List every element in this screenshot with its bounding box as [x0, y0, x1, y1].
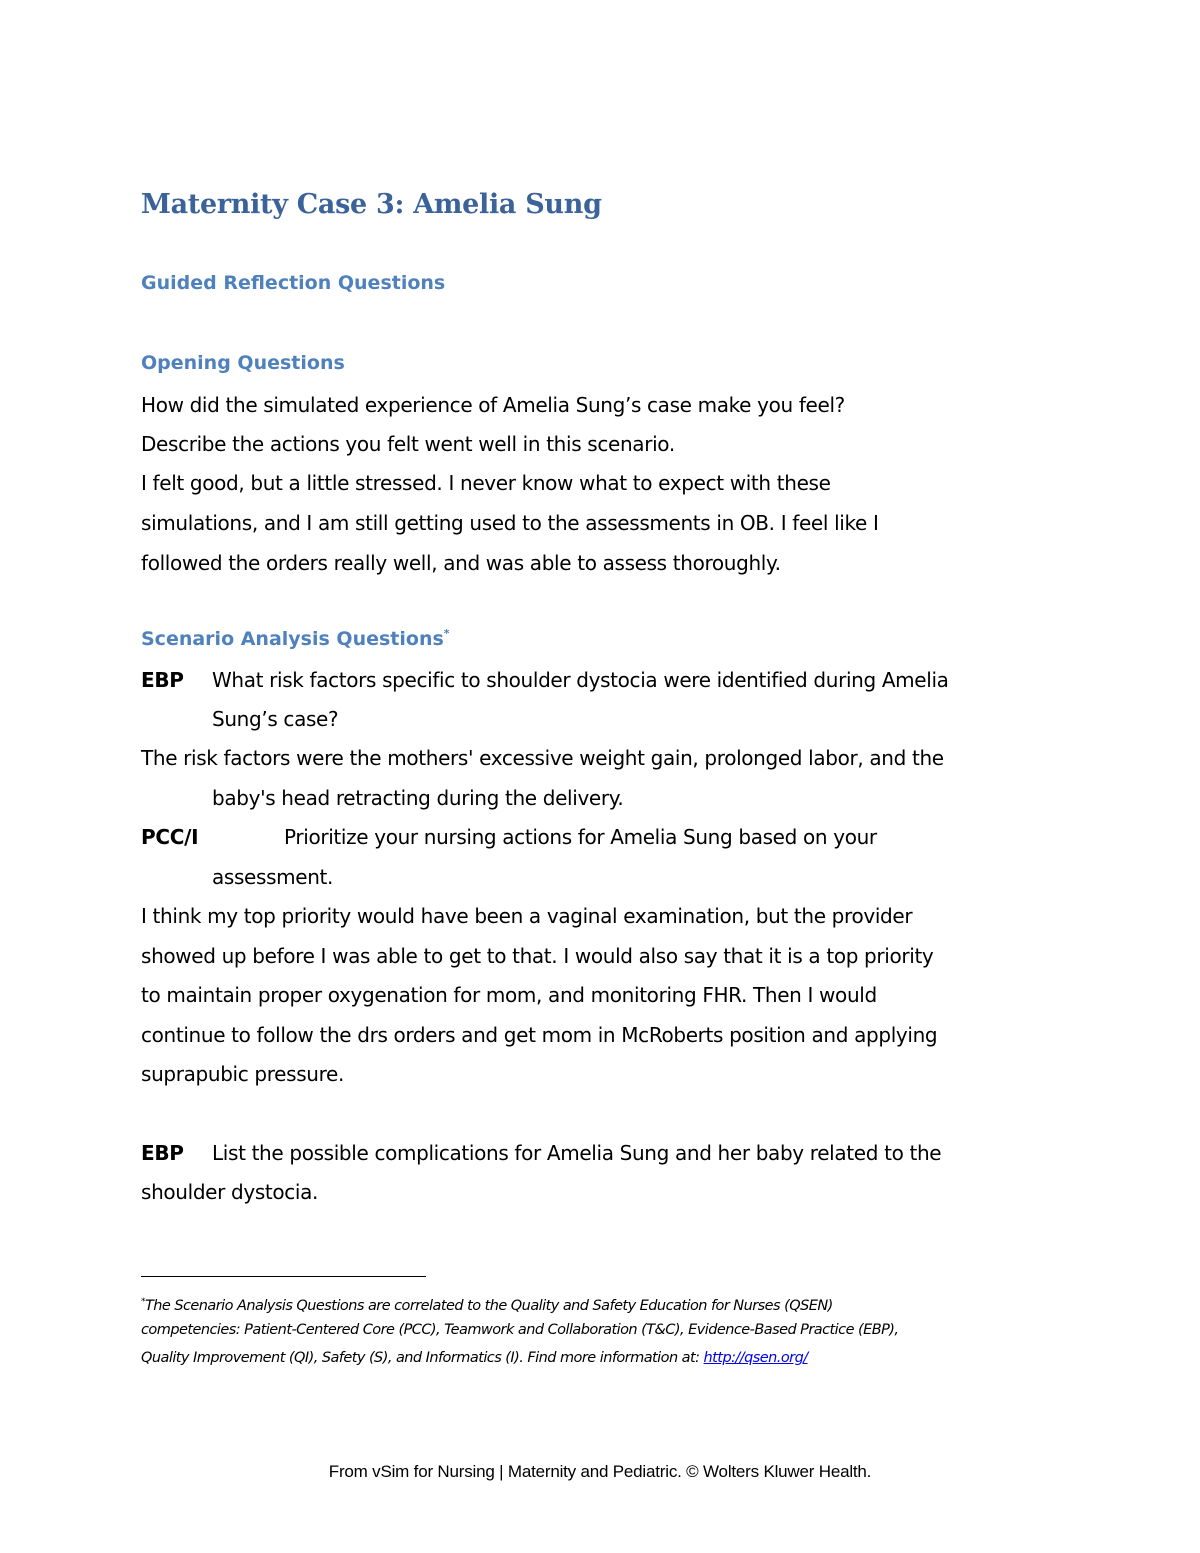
question-tag-ebp: EBP — [141, 1141, 184, 1165]
question-1-line: What risk factors specific to shoulder dystocia were identified during Amelia — [212, 668, 949, 692]
question-2-line: Prioritize your nursing actions for Amelia Sung based on your — [284, 825, 877, 849]
question-tag-pcc-i: PCC/I — [141, 825, 199, 849]
footnote-line — [141, 1292, 833, 1316]
question-tag-ebp: EBP — [141, 668, 184, 692]
answer-2-line: to maintain proper oxygenation for mom, and monitoring FHR. Then I would — [141, 983, 877, 1007]
opening-answer-line: followed the orders really well, and was able to assess thoroughly. — [141, 551, 781, 575]
opening-answer-line: I felt good, but a little stressed. I never know what to expect with these — [141, 471, 831, 495]
opening-answer-line: simulations, and I am still getting used to the assessments in OB. I feel like I — [141, 511, 879, 535]
scenario-heading-text: Scenario Analysis Questions — [141, 628, 444, 650]
answer-2-line: I think my top priority would have been a vaginal examination, but the provider — [141, 904, 913, 928]
question-1-line: Sung’s case? — [212, 707, 339, 731]
footnote-text: The Scenario Analysis Questions are correlated to the Quality and Safety Education for Nurses (QSEN) — [144, 1298, 833, 1314]
page-footer: From vSim for Nursing | Maternity and Pediatric. © Wolters Kluwer Health. — [328, 1462, 872, 1481]
footnote-marker: * — [141, 1297, 145, 1307]
answer-1-line: The risk factors were the mothers' excessive weight gain, prolonged labor, and the — [141, 746, 944, 770]
question-3-line: shoulder dystocia. — [141, 1180, 319, 1204]
page-title: Maternity Case 3: Amelia Sung — [141, 189, 602, 220]
opening-question-line: How did the simulated experience of Amelia Sung’s case make you feel? — [141, 393, 845, 417]
answer-1-line: baby's head retracting during the delivery. — [212, 786, 624, 810]
footnote-text: Quality Improvement (QI), Safety (S), and Informatics (I). Find more information at: — [141, 1350, 704, 1366]
opening-questions-heading: Opening Questions — [141, 352, 345, 374]
opening-question-line: Describe the actions you felt went well in this scenario. — [141, 432, 675, 456]
qsen-link[interactable]: http://qsen.org/ — [703, 1350, 808, 1366]
answer-2-line: suprapubic pressure. — [141, 1062, 344, 1086]
question-3-line: List the possible complications for Amelia Sung and her baby related to the — [212, 1141, 942, 1165]
subtitle-heading: Guided Reflection Questions — [141, 272, 446, 294]
scenario-analysis-heading — [141, 627, 450, 650]
footnote-marker: * — [443, 627, 450, 640]
footnote-divider — [141, 1276, 426, 1277]
footnote-line: competencies: Patient-Centered Core (PCC), Teamwork and Collaboration (T&C), Evidence-Based Practice (EBP), — [141, 1322, 899, 1338]
answer-2-line: showed up before I was able to get to that. I would also say that it is a top priority — [141, 944, 934, 968]
question-2-line: assessment. — [212, 865, 334, 889]
footnote-line — [141, 1348, 808, 1368]
answer-2-line: continue to follow the drs orders and get mom in McRoberts position and applying — [141, 1023, 938, 1047]
